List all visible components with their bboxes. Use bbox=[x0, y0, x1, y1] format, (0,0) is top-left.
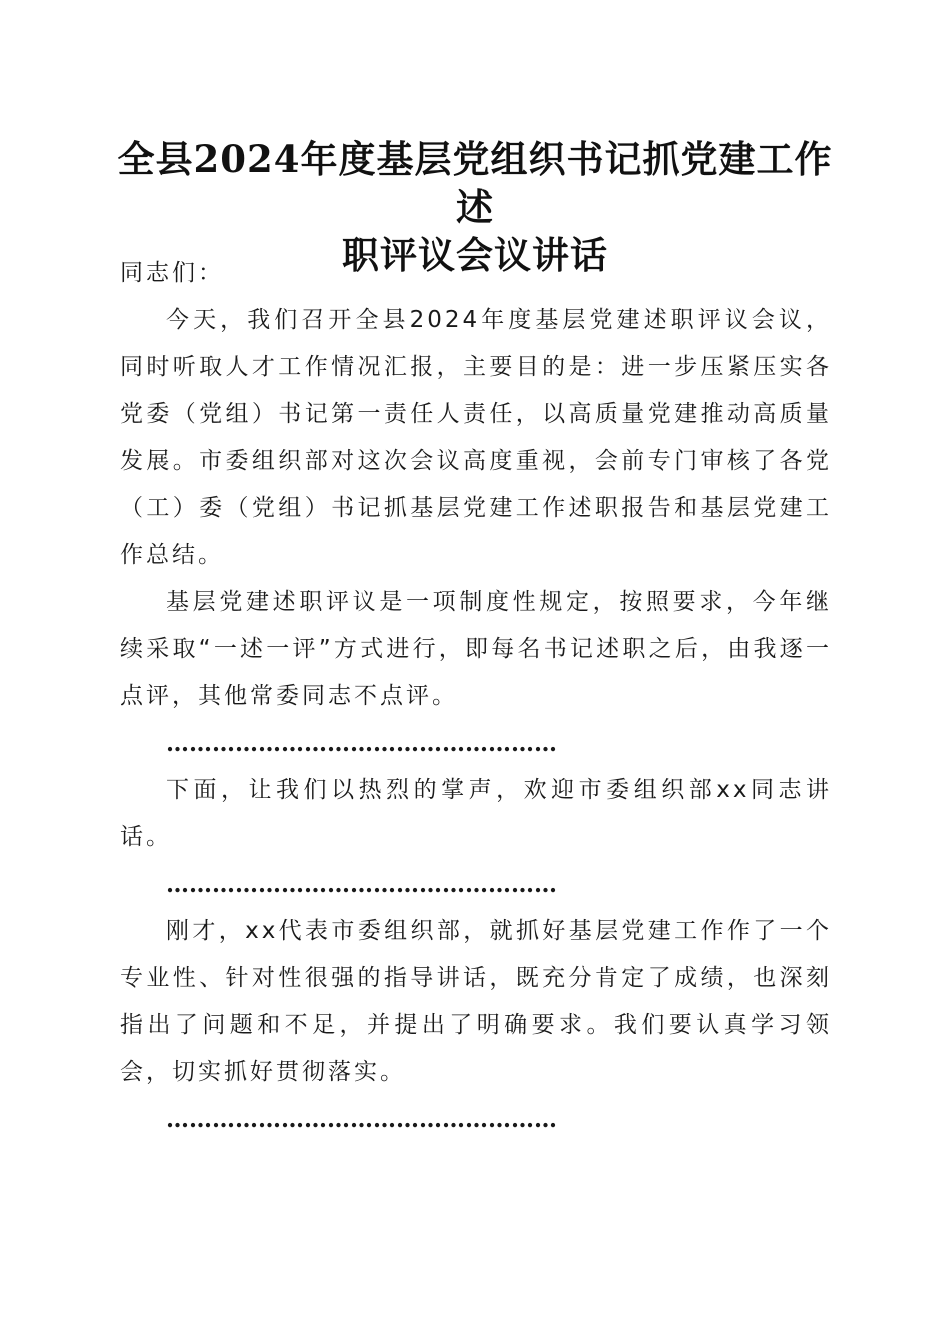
paragraph-opening: 今天，我们召开全县2024年度基层党建述职评议会议，同时听取人才工作情况汇报，主要目的是：进一步压紧压实各党委（党组）书记第一责任人责任，以高质量党建推动高质量发展。市委组织部对这次会议高度重视，会前专门审核了各党（工）委（党组）书记抓基层党建工作述职报告和基层党建工作总结。 bbox=[120, 307, 832, 568]
title-line-1: 全县2024年度基层党组织书记抓党建工作述 bbox=[117, 137, 833, 229]
document-body bbox=[120, 250, 832, 1143]
ellipsis-separator-2: …………………………………………… bbox=[166, 871, 557, 898]
ellipsis-separator-1: …………………………………………… bbox=[166, 730, 557, 757]
paragraph-invite-speech: 下面，让我们以热烈的掌声，欢迎市委组织部xx同志讲话。 bbox=[120, 777, 832, 850]
title-line-2: 职评议会议讲话 bbox=[342, 233, 608, 277]
paragraph-review-rules: 基层党建述职评议是一项制度性规定，按照要求，今年继续采取“一述一评”方式进行，即每名书记述职之后，由我逐一点评，其他常委同志不点评。 bbox=[120, 589, 832, 709]
salutation: 同志们： bbox=[120, 260, 224, 286]
paragraph-speech-summary: 刚才，xx代表市委组织部，就抓好基层党建工作作了一个专业性、针对性很强的指导讲话，既充分肯定了成绩，也深刻指出了问题和不足，并提出了明确要求。我们要认真学习领会，切实抓好贯彻落实。 bbox=[120, 918, 832, 1085]
ellipsis-separator-3: …………………………………………… bbox=[166, 1106, 557, 1133]
